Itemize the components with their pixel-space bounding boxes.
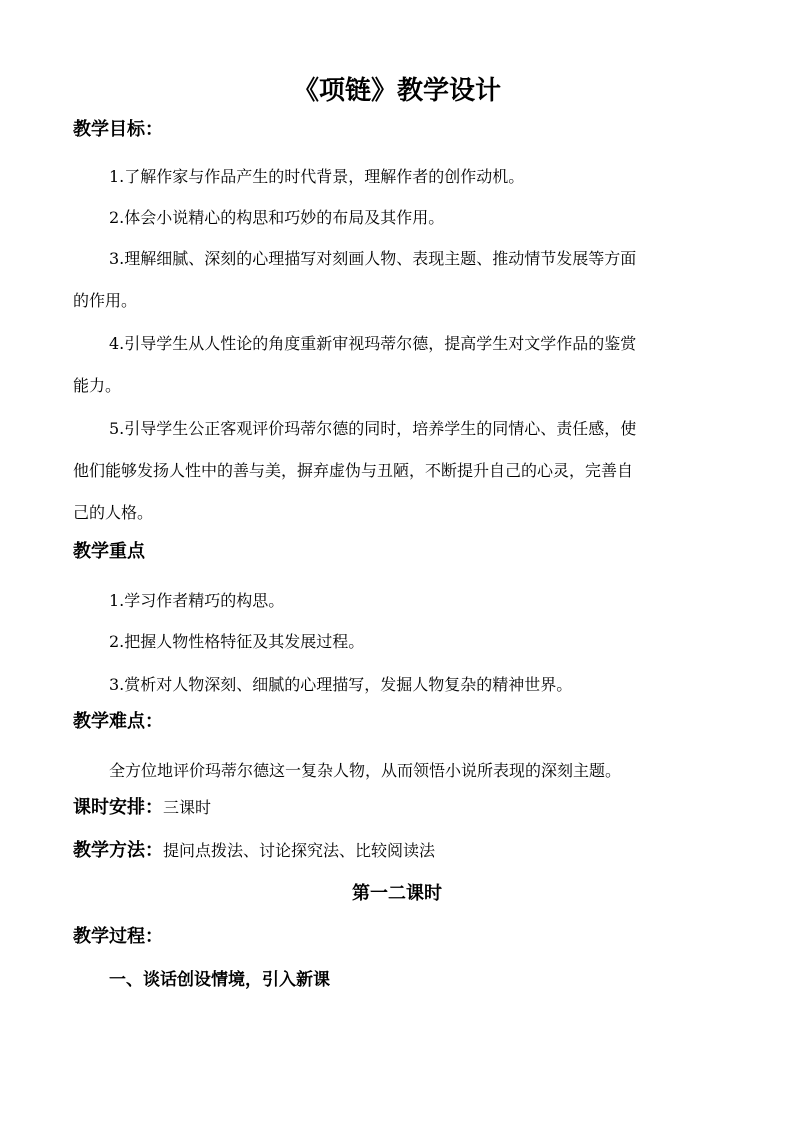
goal-item-1: 1.了解作家与作品产生的时代背景，理解作者的创作动机。	[109, 167, 525, 186]
methods-label: 教学方法：	[73, 840, 163, 861]
goal-item-5-line-1: 5.引导学生公正客观评价玛蒂尔德的同时，培养学生的同情心、责任感，使	[109, 419, 637, 438]
session-heading: 第一二课时	[352, 883, 442, 904]
keypoint-item-2: 2.把握人物性格特征及其发展过程。	[109, 632, 365, 651]
difficulties-heading: 教学难点：	[73, 711, 163, 732]
keypoint-item-3: 3.赏析对人物深刻、细腻的心理描写，发掘人物复杂的精神世界。	[109, 675, 573, 694]
schedule-value: 三课时	[163, 798, 212, 817]
goal-item-5-line-2: 他们能够发扬人性中的善与美，摒弃虚伪与丑陋，不断提升自己的心灵，完善自	[73, 461, 634, 480]
schedule-row	[73, 796, 211, 820]
schedule-label: 课时安排：	[73, 797, 163, 818]
goal-item-3-line-2: 的作用。	[73, 291, 138, 310]
goal-item-5	[73, 408, 725, 534]
keypoints-heading: 教学重点	[73, 541, 145, 562]
goal-item-3	[73, 238, 725, 322]
keypoint-item-1: 1.学习作者精巧的构思。	[109, 591, 285, 610]
process-step-1: 一、谈话创设情境，引入新课	[109, 970, 330, 990]
methods-value: 提问点拨法、讨论探究法、比较阅读法	[163, 841, 436, 860]
difficulties-text: 全方位地评价玛蒂尔德这一复杂人物，从而领悟小说所表现的深刻主题。	[109, 761, 622, 780]
goal-item-2: 2.体会小说精心的构思和巧妙的布局及其作用。	[109, 208, 445, 227]
document-title: 《项链》教学设计	[292, 76, 501, 106]
goal-item-5-line-3: 己的人格。	[73, 503, 154, 522]
goal-item-3-line-1: 3.理解细腻、深刻的心理描写对刻画人物、表现主题、推动情节发展等方面	[109, 249, 637, 268]
goal-item-4-line-1: 4.引导学生从人性论的角度重新审视玛蒂尔德，提高学生对文学作品的鉴赏	[109, 334, 637, 353]
goal-item-4	[73, 323, 725, 407]
methods-row	[73, 839, 435, 863]
goals-heading: 教学目标：	[73, 119, 163, 140]
goal-item-4-line-2: 能力。	[73, 376, 122, 395]
process-heading: 教学过程：	[73, 926, 163, 947]
